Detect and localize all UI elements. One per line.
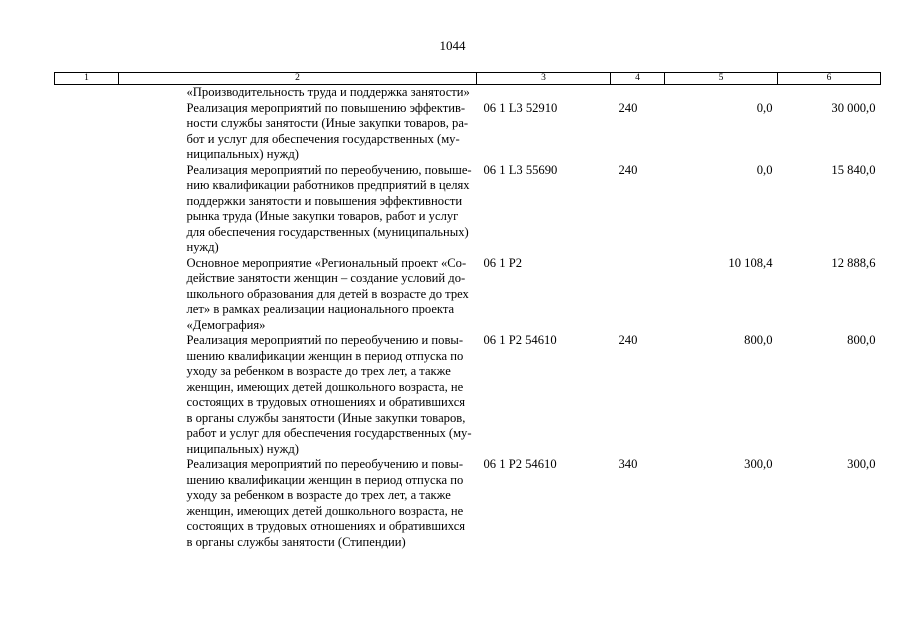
row-amount-col5: 0,0 [756, 162, 773, 177]
description-line: рынка труда (Иные закупки товаров, работ и услуг [186, 209, 459, 223]
row-code: 06 1 L3 52910 [483, 100, 558, 115]
description-line: уходу за ребенком в возрасте до трех лет, а также [186, 364, 451, 378]
row-description [119, 457, 477, 550]
row-expense-type: 240 [618, 162, 638, 177]
description-line: шению квалификации женщин в период отпуска по [186, 472, 464, 487]
column-number: 2 [119, 73, 477, 85]
row-description [119, 256, 477, 334]
description-line: в органы службы занятости (Стипендии) [186, 534, 406, 549]
row-number-cell [55, 457, 119, 550]
column-number: 6 [778, 73, 881, 85]
table-row [55, 457, 881, 550]
row-number-cell [55, 101, 119, 163]
row-description [119, 101, 477, 163]
row-code [477, 85, 611, 101]
column-number-row [55, 73, 881, 85]
row-expense-type [611, 256, 665, 334]
row-number-cell [55, 333, 119, 457]
row-description [119, 333, 477, 457]
description-line: поддержки занятости и повышения эффективности [186, 193, 463, 208]
row-number-cell [55, 163, 119, 256]
row-number-cell [55, 85, 119, 101]
column-number: 5 [665, 73, 778, 85]
budget-table [54, 72, 881, 550]
description-line: состоящих в трудовых отношениях и обратившихся [186, 395, 466, 409]
row-amount-col6 [778, 85, 881, 101]
row-amount-col6: 30 000,0 [831, 100, 876, 115]
description-line: работ и услуг для обеспечения государственных (му- [186, 426, 472, 440]
column-number: 3 [477, 73, 611, 85]
table-row [55, 85, 881, 101]
description-line: бот и услуг для обеспечения государственных (му- [186, 131, 460, 146]
column-number: 4 [611, 73, 665, 85]
row-description [119, 163, 477, 256]
row-expense-type [611, 85, 665, 101]
description-line: Реализация мероприятий по повышению эффектив- [186, 100, 466, 115]
row-amount-col6: 800,0 [847, 333, 876, 347]
description-line: шению квалификации женщин в период отпуска по [186, 348, 464, 363]
table-row [55, 333, 881, 457]
description-line: женщин, имеющих детей дошкольного возраста, не [186, 503, 464, 518]
description-line: для обеспечения государственных (муниципальных) [186, 224, 469, 239]
row-amount-col5: 300,0 [744, 457, 773, 471]
column-number: 1 [55, 73, 119, 85]
row-amount-col5: 0,0 [756, 100, 773, 115]
row-amount-col6: 15 840,0 [831, 162, 876, 177]
row-amount-col5: 800,0 [744, 333, 773, 347]
description-line: Реализация мероприятий по переобучению, повыше- [186, 162, 472, 177]
description-line: ниципальных) нужд) [186, 441, 299, 456]
page-number: 1044 [439, 38, 466, 53]
row-code: 06 1 L3 55690 [483, 162, 558, 177]
description-line: уходу за ребенком в возрасте до трех лет, а также [186, 488, 451, 502]
row-expense-type: 240 [618, 100, 638, 115]
description-line: Реализация мероприятий по переобучению и повы- [186, 333, 464, 347]
description-line: «Производительность труда и поддержка занятости» [186, 85, 470, 99]
row-code: 06 1 P2 54610 [483, 457, 557, 471]
description-line: лет» в рамках реализации национального проекта [186, 302, 455, 316]
row-amount-col5: 10 108,4 [728, 255, 773, 270]
description-line: ности службы занятости (Иные закупки товаров, ра- [186, 116, 469, 130]
description-line: Реализация мероприятий по переобучению и повы- [186, 457, 464, 471]
row-code: 06 1 P2 54610 [483, 333, 557, 347]
description-line: в органы службы занятости (Иные закупки товаров, [186, 410, 466, 425]
description-line: ниципальных) нужд) [186, 147, 299, 161]
description-line: «Демография» [186, 317, 266, 332]
row-amount-col5 [665, 85, 778, 101]
row-amount-col6: 12 888,6 [831, 255, 876, 270]
table-body [55, 85, 881, 551]
row-expense-type: 240 [618, 333, 638, 347]
row-number-cell [55, 256, 119, 334]
row-amount-col6: 300,0 [847, 457, 876, 471]
description-line: школьного образования для детей в возрасте до трех [186, 286, 469, 301]
description-line: Основное мероприятие «Региональный проект «Со- [186, 255, 467, 270]
table-row [55, 163, 881, 256]
description-line: действие занятости женщин – создание условий до- [186, 271, 466, 285]
description-line: нужд) [186, 240, 219, 254]
row-code: 06 1 P2 [483, 255, 522, 270]
row-expense-type: 340 [618, 457, 638, 471]
table-row [55, 101, 881, 163]
description-line: состоящих в трудовых отношениях и обратившихся [186, 519, 466, 533]
description-line: нию квалификации работников предприятий в целях [186, 178, 470, 192]
row-description [119, 85, 477, 101]
table-row [55, 256, 881, 334]
description-line: женщин, имеющих детей дошкольного возраста, не [186, 379, 464, 394]
